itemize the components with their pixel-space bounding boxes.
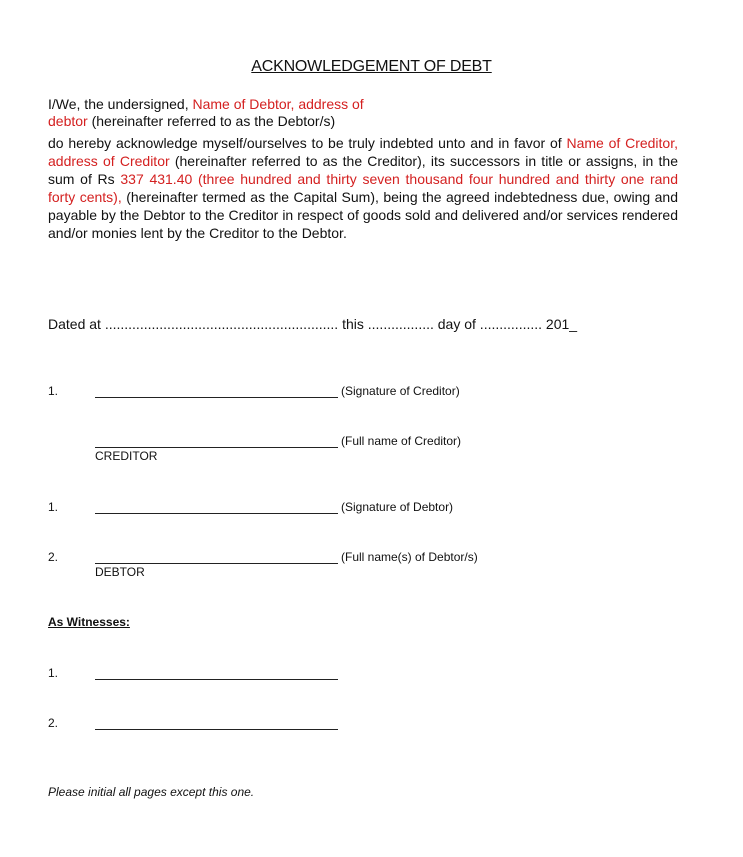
creditor-signature-line[interactable] xyxy=(95,397,338,398)
intro-paragraph xyxy=(48,96,408,130)
witness-row-2 xyxy=(48,716,548,736)
dated-line: Dated at ............................................................ this ................. day of ................ 201_ xyxy=(48,316,578,332)
witness-number-1: 1. xyxy=(48,666,59,680)
debtor-placeholder-cont: debtor xyxy=(48,113,88,129)
debtor-name-number: 2. xyxy=(48,550,59,564)
debtor-sig-number: 1. xyxy=(48,500,59,514)
witness-line-1[interactable] xyxy=(95,679,338,680)
witness-number-2: 2. xyxy=(48,716,59,730)
debtor-name-line[interactable] xyxy=(95,563,338,564)
creditor-sig-number: 1. xyxy=(48,384,59,398)
creditor-placeholder: Name of Creditor, address of Creditor xyxy=(48,135,678,169)
intro-suffix: (hereinafter referred to as the Debtor/s) xyxy=(87,113,336,129)
creditor-signature-row xyxy=(48,384,548,404)
intro-prefix: I/We, the undersigned, xyxy=(48,96,193,112)
debtor-signature-row xyxy=(48,500,548,520)
debtor-name-caption: (Full name(s) of Debtor/s) xyxy=(341,550,478,564)
document-title: ACKNOWLEDGEMENT OF DEBT xyxy=(251,58,492,75)
creditor-name-caption: (Full name of Creditor) xyxy=(341,434,462,448)
body-paragraph xyxy=(48,134,678,242)
body-part3: (hereinafter termed as the Capital Sum), being the agreed indebtedness due, owing and payable by the Debtor to the Creditor in respect of goods sold and delivered and/or services rendered and/or monies lent by the Creditor to the Debtor. xyxy=(48,189,678,241)
witness-row-1 xyxy=(48,666,548,686)
creditor-label: CREDITOR xyxy=(95,449,158,463)
creditor-signature-caption: (Signature of Creditor) xyxy=(341,384,460,398)
body-part1: do hereby acknowledge myself/ourselves to be truly indebted unto and in favor of xyxy=(48,135,567,151)
witness-line-2[interactable] xyxy=(95,729,338,730)
debtor-signature-caption: (Signature of Debtor) xyxy=(341,500,454,514)
witnesses-heading: As Witnesses: xyxy=(48,615,130,629)
creditor-name-line[interactable] xyxy=(95,447,338,448)
debt-amount: 337 431.40 (three hundred and thirty seven thousand four hundred and thirty one rand forty cents), xyxy=(48,171,678,205)
body-part2: (hereinafter referred to as the Creditor), its successors in title or assigns, in the sum of Rs xyxy=(48,153,678,187)
debtor-label: DEBTOR xyxy=(95,565,145,579)
debtor-placeholder: Name of Debtor, address of xyxy=(192,96,364,112)
debtor-signature-line[interactable] xyxy=(95,513,338,514)
footer-note: Please initial all pages except this one. xyxy=(48,785,255,799)
